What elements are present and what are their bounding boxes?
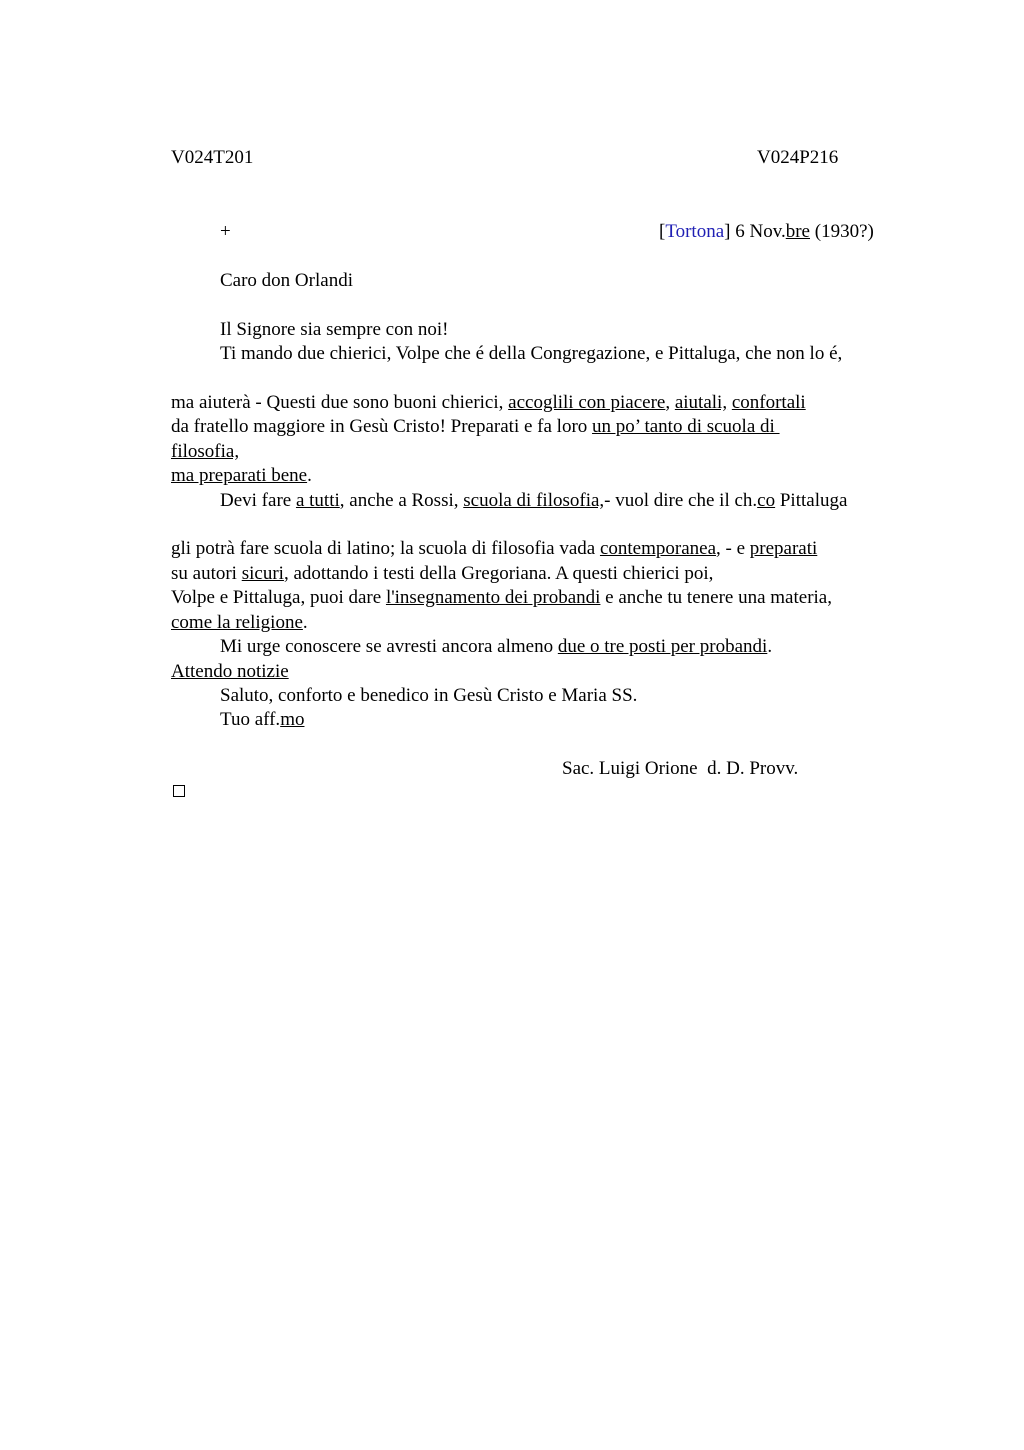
- body-line-6: [171, 464, 312, 488]
- underlined-segment: aiutali,: [674, 392, 728, 413]
- underlined-segment: l'insegnamento dei probandi: [385, 587, 601, 608]
- text-segment: .: [767, 636, 773, 657]
- body-line-10: [171, 586, 832, 610]
- cross-mark: +: [220, 221, 231, 242]
- underlined-segment: scuola di filosofia,: [463, 490, 605, 511]
- document-code-right: V024P216: [757, 147, 839, 168]
- underlined-segment: accoglili con piacere: [508, 392, 666, 413]
- signature: Sac. Luigi Orione d. D. Provv.: [562, 758, 799, 779]
- text-segment: gli potrà fare scuola di latino; la scuola di filosofia vada: [171, 538, 600, 559]
- underlined-segment: contemporanea: [599, 538, 717, 559]
- date-year: (1930?): [810, 221, 874, 242]
- text-segment: ma aiuterà - Questi due sono buoni chierici,: [171, 392, 509, 413]
- body-line-8: [171, 537, 817, 561]
- text-segment: Devi fare: [220, 490, 296, 511]
- underlined-segment: co: [757, 490, 776, 511]
- body-line-11: [171, 611, 308, 635]
- text-segment: Mi urge conoscere se avresti ancora almeno: [220, 636, 558, 657]
- text-segment: , anche a Rossi,: [339, 490, 464, 511]
- underlined-segment: filosofia,: [171, 441, 240, 462]
- underlined-segment: a tutti: [295, 490, 340, 511]
- text-segment: .: [307, 465, 312, 486]
- body-line-7: [220, 489, 847, 513]
- text-segment: su autori: [171, 563, 242, 584]
- date-main: 6 Nov.: [730, 221, 786, 242]
- underlined-segment: ma preparati bene: [171, 465, 308, 486]
- text-segment: da fratello maggiore in Gesù Cristo! Preparati e fa loro: [171, 416, 593, 437]
- end-square-icon: [173, 785, 185, 797]
- body-line-1: Il Signore sia sempre con noi!: [220, 319, 449, 340]
- underlined-segment: come la religione: [171, 612, 303, 633]
- body-line-5: [171, 440, 239, 464]
- underlined-segment: preparati: [749, 538, 818, 559]
- body-line-2: Ti mando due chierici, Volpe che é della Congregazione, e Pittaluga, che non lo é,: [220, 343, 843, 364]
- underlined-segment: due o tre posti per probandi: [557, 636, 768, 657]
- text-segment: .: [302, 612, 308, 633]
- dateline: [659, 220, 874, 244]
- underlined-segment: un po’ tanto di scuola di: [592, 416, 780, 437]
- document-code-left: V024T201: [171, 147, 254, 168]
- text-segment: Tuo aff.: [220, 709, 281, 730]
- underlined-segment: sicuri: [241, 563, 284, 584]
- text-segment: Volpe e Pittaluga, puoi dare: [171, 587, 386, 608]
- underlined-segment: mo: [280, 709, 305, 730]
- date-sup: bre: [785, 221, 810, 242]
- text-segment: e anche tu tenere una materia,: [600, 587, 832, 608]
- body-line-12: [220, 635, 772, 659]
- text-segment: ,: [665, 392, 675, 413]
- salutation: Caro don Orlandi: [220, 270, 353, 291]
- body-line-4: [171, 415, 780, 439]
- text-segment: Pittaluga: [775, 490, 848, 511]
- underlined-segment: Attendo notizie: [171, 661, 289, 682]
- bracket-open: [: [659, 221, 666, 242]
- underlined-segment: confortali: [731, 392, 806, 413]
- text-segment: , adottando i testi della Gregoriana. A questi chierici poi,: [283, 563, 714, 584]
- body-line-14: Saluto, conforto e benedico in Gesù Cristo e Maria SS.: [220, 685, 638, 706]
- text-segment: , - e: [716, 538, 750, 559]
- bracket-close: ]: [724, 221, 731, 242]
- closing-line: [220, 708, 304, 732]
- body-line-9: [171, 562, 713, 586]
- body-line-13: [171, 660, 289, 684]
- text-segment: - vuol dire che il ch.: [604, 490, 758, 511]
- body-line-3: [171, 391, 806, 415]
- place-link[interactable]: Tortona: [665, 221, 725, 242]
